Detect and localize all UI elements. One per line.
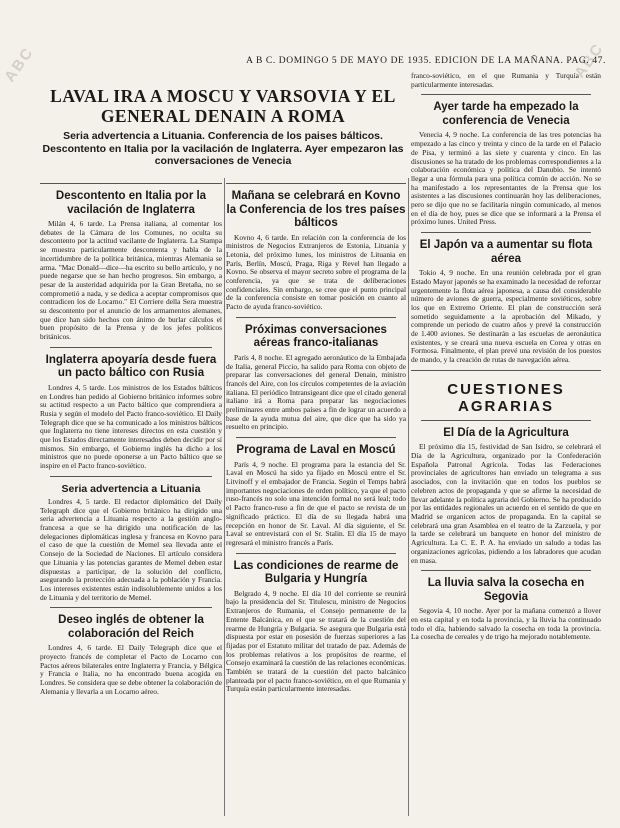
- article-body: París 4, 9 noche. El programa para la estancia del Sr. Laval en Moscú ha sido ya fijado en Moscú entre el Sr. Litvinoff y el embajador de Francia. Según el Temps habrá importantes negociaciones de orden político, ya que el pacto ruso-francés no solo una intención formal no será leal; todo el Pacto franco-ruso a fin de que el pacto se revista de un significado práctico. El día de su llegada habrá una recepción en honor de Sr. Laval. Al día siguiente, el Sr. Laval se entrevistará con el Sr. Stalin. El día 15 de mayo regresará el ministro francés a París.: [226, 459, 406, 547]
- article-body: Venecia 4, 9 noche. La conferencia de las tres potencias ha empezado a las cinco y treinta y cinco de la tarde en el Palacio de Pisa, y terminó a las siete y cuarenta y cinco. En las discusiones se ha tratado de los problemas correspondientes a la colaboración económica y política del Danubio. Se intentó llegar a una fórmula para una política común de acción. No se ha manifestado a los representantes de la Prensa que los asistentes a las discusiones continuarán hoy las deliberaciones, pero se dijo que no se facilitaría ningún comunicado, al menos en el día de hoy, pues se dice que se informará a la Prensa el próximo lunes. United Press.: [411, 130, 601, 227]
- lead-deck: Seria advertencia a Lituania. Conferencia de los paises bálticos. Descontento en Italia por la vacilación de Inglaterra. Ayer empezaron las conversaciones de Venecia: [42, 130, 404, 167]
- watermark-right: ABC: [571, 39, 608, 82]
- divider: [50, 476, 212, 477]
- article-title: Deseo inglés de obtener la colaboración del Reich: [58, 614, 204, 640]
- divider: [226, 183, 406, 184]
- article-body: Tokio 4, 9 noche. En una reunión celebrada por el gran Estado Mayor japonés se ha examinado la necesidad de reforzar urgentemente la flota aérea japonesa, a causa del considerable número de aviones de guerra, especialmente soviéticos, sobre los que en Extremo Oriente. El plan de construcción será sometido seguidamente a la aprobación del Mikado, y comprende un periodo de cuatro años y prevé la construcción de 1.400 aviones. Se destinarán a las escuelas de aeronáutica existentes, y se creará una nueva escuela en Corea y otras en Formosa. Finalmente, el plan prevé una revisión de los puestos de mando, y la creación de rutas de navegación aérea.: [411, 268, 601, 365]
- article-continuation: franco-soviético, en el que Rumania y Turquía están particularmente interesadas.: [411, 72, 601, 89]
- divider: [421, 94, 591, 95]
- lead-article: [40, 86, 406, 178]
- divider: [411, 370, 601, 371]
- column-1: [40, 178, 222, 820]
- divider: [421, 232, 591, 233]
- article-title: Inglaterra apoyaría desde fuera un pacto báltico con Rusia: [45, 353, 217, 380]
- section-title: CUESTIONES AGRARIAS: [447, 380, 565, 415]
- divider: [50, 347, 212, 348]
- article-body: Milán 4, 6 tarde. La Prensa italiana, al comentar los debates de la Cámara de los Comunes, no oculta su descontento por la actitud vacilante de Inglaterra. La Stampa se muestra particularmente descontenta y habla de la incertidumbre de la política británica, mientras Alemania se arma. "Mac Donald—dice—ha escrito su bello artículo, y no puede negarse que se han hecho progresos. Sin embargo, a pesar de la austeridad adquirida por la Gran Bretaña, no se comprometió a nada, y se dedica a aceptar compromisos que contradicen los de Locarno." El Corriere della Sera muestra su descontento por el anuncio de los armamentos alemanes, que dice han sido hechos con ánimo de burlar cálculos el buen propósito de la Prensa y de los jefes políticos británicos.: [40, 219, 222, 342]
- article-title: Descontento en Italia por la vacilación de Inglaterra: [55, 190, 207, 216]
- divider: [421, 570, 591, 571]
- watermark-left: ABC: [1, 43, 38, 86]
- article-body: Londres 4, 5 tarde. El redactor diplomático del Daily Telegraph dice que el Gobierno británico ha dirigido una seria advertencia a Lituania respecto a la gestión anglo-francesa a que se ha dirigido una notificación de las delegaciones diplomáticas inglesa y francesa en Kovno para el caso de que la cuestión de Memel sea llevada ante el Consejo de la Sociedad de Naciones. El artículo considera que Lituania y las potencias garantes de Memel deben estar dispuestas a participar, de la solución del conflicto, asegurando la protección adecuada a la población y Francia. Los intereses existentes están indisolublemente unidos a los de Lituania y del territorio de Memel.: [40, 496, 222, 602]
- column-2: [226, 178, 406, 820]
- article-title: Seria advertencia a Lituania: [61, 482, 201, 495]
- divider: [421, 420, 591, 421]
- article-title: Las condiciones de rearme de Bulgaria y Hungría: [233, 559, 399, 586]
- article-title: Programa de Laval en Moscú: [236, 444, 396, 457]
- article-body: Belgrado 4, 9 noche. El día 10 del corriente se reunirá bajo la presidencia del Sr. Titulescu, ministro de Negocios Extranjeros de Rumania, el Consejo permanente de la Entente Balcánica, en el que se tratará de la cuestión del rearme de Hungría y Bulgaria. Se asegura que Bulgaria está dispuesta por estar en posesión de fuerzas superiores a las fijadas por el Estatuto militar del tratado de paz. Además de los problemas relativos a los propósitos de rearme, el Consejo examinará la cuestión de las relaciones económicas. También se tratará de la cuestión del pacto balcánico planteada por el pacto franco-soviético, en el que Rumania y Turquía están particularmente interesadas.: [226, 588, 406, 694]
- article-body: Londres 4, 5 tarde. Los ministros de los Estados bálticos en Londres han pedido al Gobierno británico informes sobre su actitud respecto a un Pacto báltico que comprendiera a Rusia y según el modelo del Pacto franco-soviético. El Daily Telegraph dice que se ha comunicado a los ministros bálticos que Inglaterra no tiene intereses directos en esta cuestión y que los Estados directamente interesados deben decidir por sí mismos. Sin embargo, el Gobierno inglés ha dicho a los ministros que no puede oponerse a un Pacto báltico que se inspire en el Pacto franco-soviético.: [40, 382, 222, 471]
- page-header: A B C. DOMINGO 5 DE MAYO DE 1935. EDICION DE LA MAÑANA. PAG. 47.: [246, 56, 606, 66]
- lead-headline: LAVAL IRA A MOSCU Y VARSOVIA Y EL GENERAL DENAIN A ROMA: [50, 86, 396, 126]
- article-body: Londres 4, 6 tarde. El Daily Telegraph dice que el proyecto francés de completar el Pacto de Locarno con Pactos aéreos bilaterales entre Inglaterra y Francia, y Bélgica y Francia e Italia, no ha encontrado buena acogida en Londres. Se considera que se debe obtener la colaboración de Alemania y llevarla a un Locarno aéreo.: [40, 643, 222, 696]
- article-body: París 4, 8 noche. El agregado aeronáutico de la Embajada de Italia, general Piccio, ha salido para Roma con objeto de preparar las conversaciones del general Denain, ministro francés del Aire, con los círculos competentes de la aviación italiana. El periódico Intransigeant dice que el citado general italiano irá a Roma para preparar las negociaciones preliminares entre ambos países a fin de lograr un acuerdo a base de la ayuda mutua del aire, que dice que ha sido ya resuelto en principio.: [226, 352, 406, 432]
- article-title: Mañana se celebrará en Kovno la Conferencia de los tres países bálticos: [226, 190, 406, 229]
- divider: [236, 553, 396, 554]
- article-title: Próximas conversaciones aéreas franco-italianas: [245, 323, 387, 350]
- column-rule: [408, 178, 409, 816]
- divider: [40, 183, 222, 184]
- divider: [50, 607, 212, 608]
- article-title: La lluvia salva la cosecha en Segovia: [427, 577, 585, 603]
- article-title: Ayer tarde ha empezado la conferencia de Venecia: [433, 101, 579, 127]
- article-title: El Día de la Agricultura: [443, 426, 569, 439]
- divider: [236, 317, 396, 318]
- article-body: El próximo día 15, festividad de San Isidro, se celebrará el Día de la Agricultura, organizado por la Confederación Española Patronal Agrícola. Todas las Federaciones provinciales de agricultores han enviado un telegrama a sus asociados, con la invitación que en todos los pueblos se celebren actos de propaganda y que se afirme la necesidad de llevar adelante la política agraria del Gobierno. Se ha producido por las entidades regionales un acuerdo en el sentido de que en Madrid se organicen actos de propaganda. En la capital se celebrará una gran Asamblea en el teatro de la Zarzuela, y por la tarde se celebrará un banquete en honor del ministro de Agricultura. La C. E. P. A. ha enviado un saludo a todas las organizaciones agrícolas, pidiendo a los labradores que acudan en masa.: [411, 442, 601, 565]
- article-body: Segovia 4, 10 noche. Ayer por la mañana comenzó a llover en esta capital y en toda la provincia, y la lluvia ha continuado todo el día, habiendo salvado la cosecha en toda la provincia. La cosecha de cereales y de trigo ha mejorado notablemente.: [411, 606, 601, 642]
- divider: [236, 437, 396, 438]
- column-rule: [224, 178, 225, 816]
- column-3: [411, 72, 601, 822]
- article-title: El Japón va a aumentar su flota aérea: [419, 239, 593, 265]
- article-body: Kovno 4, 6 tarde. En relación con la conferencia de los ministros de Negocios Extranjeros de Estonia, Lituania y Letonia, del próximo lunes, los ministros de Lituania en París, Berlín, Moscú, Praga, Riga y Revel han llegado a Kovno. Se observa el mayor secreto sobre el programa de la conferencia, ya que se trata de deliberaciones confidenciales. Sin embargo, se cree que el punto principal de la conferencia consiste en tomar posición en cuanto al Pacto de ayuda franco-soviético.: [226, 232, 406, 312]
